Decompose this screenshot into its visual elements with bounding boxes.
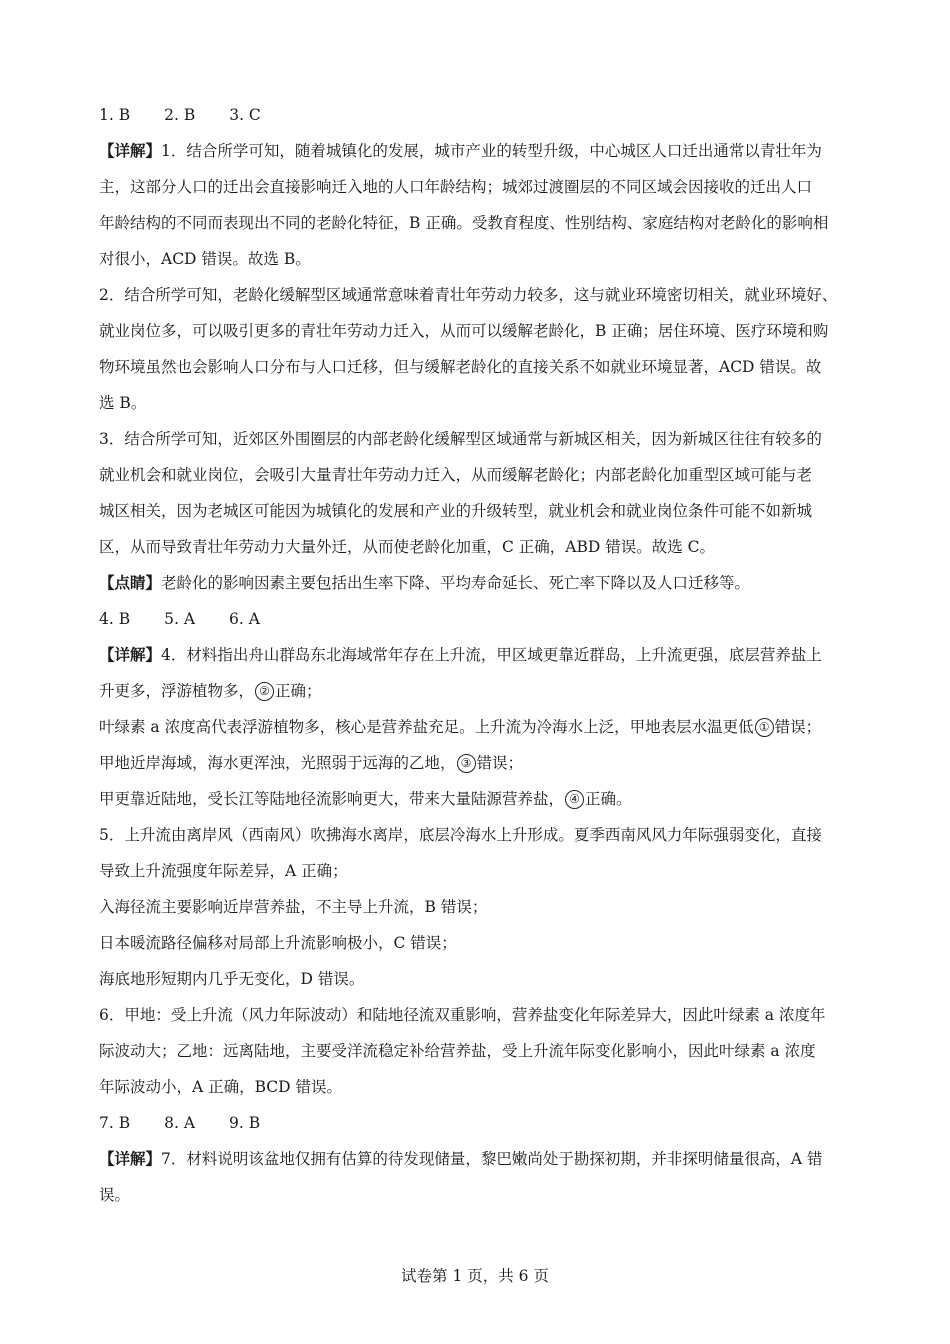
q4-line: [99, 673, 859, 709]
answer-item: 3. C: [229, 106, 261, 124]
q4-line: [99, 709, 859, 745]
comment-line: [99, 565, 859, 601]
q7-line: 误。: [99, 1186, 131, 1204]
q5-line: 入海径流主要影响近岸营养盐，不主导上升流，B 错误；: [99, 898, 488, 916]
q4-text: 甲更靠近陆地，受长江等陆地径流影响更大，带来大量陆源营养盐，: [99, 790, 565, 808]
q4-text: 甲地近岸海域，海水更浑浊，光照弱于远海的乙地，: [99, 754, 456, 772]
q1-line: 年龄结构的不同而表现出不同的老龄化特征，B 正确。受教育程度、性别结构、家庭结构对老龄化的影响相: [99, 214, 829, 232]
comment-text: 老龄化的影响因素主要包括出生率下降、平均寿命延长、死亡率下降以及人口迁移等。: [161, 574, 751, 592]
q4-text: 升更多，浮游植物多，: [99, 682, 255, 700]
q1-line: 对很小，ACD 错误。故选 B。: [99, 250, 311, 268]
answer-row-3: [99, 1105, 859, 1141]
q4-line: [99, 745, 859, 781]
q2-line: 2．结合所学可知，老龄化缓解型区域通常意味着青壮年劳动力较多，这与就业环境密切相关，就业环境好、: [99, 286, 838, 304]
q5-line: 日本暖流路径偏移对局部上升流影响极小，C 错误；: [99, 934, 457, 952]
circled-number-2: ②: [255, 682, 274, 701]
answer-row-1: [99, 97, 859, 133]
page-content: [99, 97, 859, 1213]
q4-text: 4．材料指出舟山群岛东北海域常年存在上升流，甲区域更靠近群岛，上升流更强，底层营养盐上: [161, 646, 822, 664]
answer-item: 2. B: [164, 106, 196, 124]
q3-line: 就业机会和就业岗位，会吸引大量青壮年劳动力迁入，从而缓解老龄化；内部老龄化加重型区域可能与老: [99, 466, 813, 484]
q6-line: 年际波动小，A 正确，BCD 错误。: [99, 1078, 343, 1096]
q4-text: 错误；: [476, 754, 524, 772]
q6-line: 际波动大；乙地：远离陆地，主要受洋流稳定补给营养盐，受上升流年际变化影响小，因此叶绿素 a 浓度: [99, 1042, 816, 1060]
detail-tag: 【详解】: [99, 645, 162, 664]
page-footer: 试卷第 1 页，共 6 页: [401, 1267, 549, 1285]
answer-item: 6. A: [229, 610, 260, 628]
answer-item: 5. A: [164, 610, 196, 628]
q7-line: [99, 1141, 859, 1177]
q4-line: [99, 781, 859, 817]
q4-line: [99, 637, 859, 673]
answer-row-2: [99, 601, 859, 637]
answer-item: 9. B: [229, 1114, 261, 1132]
detail-tag: 【详解】: [99, 141, 162, 160]
circled-number-1: ①: [755, 718, 774, 737]
answer-item: 8. A: [164, 1114, 196, 1132]
q7-text: 7．材料说明该盆地仅拥有估算的待发现储量，黎巴嫩尚处于勘探初期，并非探明储量很高，A 错: [161, 1150, 823, 1168]
q2-line: 物环境虽然也会影响人口分布与人口迁移，但与缓解老龄化的直接关系不如就业环境显著，ACD 错误。故: [99, 358, 822, 376]
q4-text: 正确；: [275, 682, 322, 700]
circled-number-4: ④: [565, 790, 584, 809]
q5-line: 导致上升流强度年际差异，A 正确；: [99, 862, 348, 880]
detail-tag: 【详解】: [99, 1149, 162, 1168]
q4-text: 正确。: [585, 790, 632, 808]
answer-item: 4. B: [99, 610, 131, 628]
q2-line: 就业岗位多，可以吸引更多的青壮年劳动力迁入，从而可以缓解老龄化，B 正确；居住环境、医疗环境和购: [99, 322, 829, 340]
q3-line: 3．结合所学可知，近郊区外围圈层的内部老龄化缓解型区域通常与新城区相关，因为新城区往往有较多的: [99, 430, 822, 448]
q6-line: 6．甲地：受上升流（风力年际波动）和陆地径流双重影响，营养盐变化年际差异大，因此叶绿素 a 浓度年: [99, 1006, 826, 1024]
q3-line: 区，从而导致青壮年劳动力大量外迁，从而使老龄化加重，C 正确，ABD 错误。故选 C。: [99, 538, 716, 556]
q1-text: 1．结合所学可知，随着城镇化的发展，城市产业的转型升级，中心城区人口迁出通常以青壮年为: [161, 142, 822, 160]
q2-line: 选 B。: [99, 394, 147, 412]
q4-text: 错误；: [774, 718, 822, 736]
q5-line: 海底地形短期内几乎无变化，D 错误。: [99, 970, 365, 988]
q3-line: 城区相关，因为老城区可能因为城镇化的发展和产业的升级转型，就业机会和就业岗位条件可能不如新城: [99, 502, 813, 520]
q1-line: [99, 133, 859, 169]
answer-item: 1. B: [99, 106, 131, 124]
circled-number-3: ③: [457, 754, 476, 773]
answer-item: 7. B: [99, 1114, 131, 1132]
q1-line: 主，这部分人口的迁出会直接影响迁入地的人口年龄结构；城郊过渡圈层的不同区域会因接收的迁出人口: [99, 178, 813, 196]
comment-tag: 【点睛】: [99, 573, 162, 592]
q5-line: 5．上升流由离岸风（西南风）吹拂海水离岸，底层冷海水上升形成。夏季西南风风力年际强弱变化，直接: [99, 826, 822, 844]
q4-text: 叶绿素 a 浓度高代表浮游植物多，核心是营养盐充足。上升流为冷海水上泛，甲地表层水温更低: [99, 718, 754, 736]
